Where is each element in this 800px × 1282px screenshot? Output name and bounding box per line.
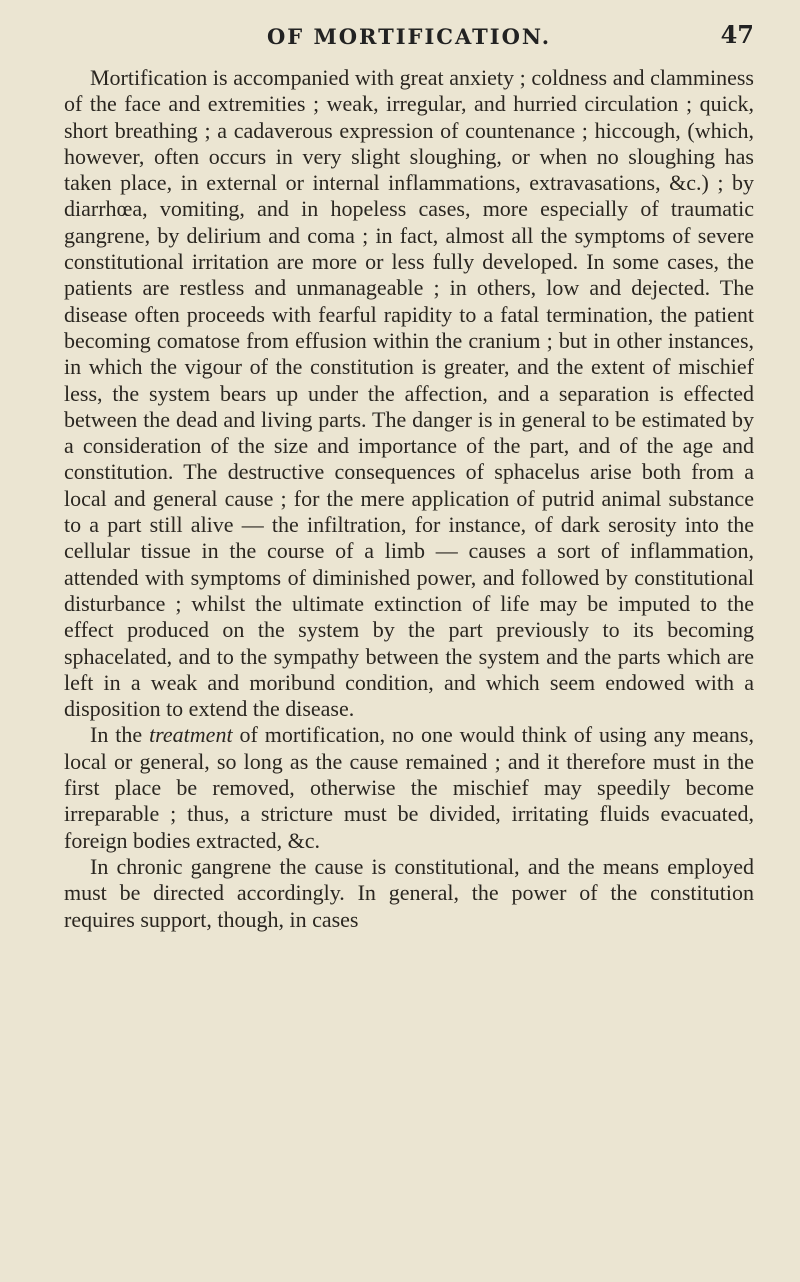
body-text [64,65,754,933]
paragraph-treatment [64,722,754,853]
running-title: OF MORTIFICATION. [266,24,552,49]
running-head [64,18,754,52]
paragraph-treatment-rest: of mortification, no one would think of using any means, local or general, so long as the cause remained ; and it therefore must in the first place be removed, otherwise the mischief may speedily become irreparable ; thus, a stricture must be divided, irritating fluids evacuated, foreign bodies extracted, &c. [64,722,754,853]
paragraph-symptoms: Mortification is accompanied with great anxiety ; coldness and clamminess of the face and extremities ; weak, irregular, and hurried circulation ; quick, short breathing ; a cadaverous expression of countenance ; hiccough, (which, however, often occurs in very slight sloughing, or when no sloughing has taken place, in external or internal inflammations, extravasations, &c.) ; by diarrhœa, vomiting, and in hopeless cases, more especially of traumatic gangrene, by delirium and coma ; in fact, almost all the symptoms of severe constitutional irritation are more or less fully developed. In some cases, the patients are restless and unmanageable ; in others, low and dejected. The disease often proceeds with fearful rapidity to a fatal termination, the patient becoming comatose from effusion within the cranium ; but in other instances, in which the vigour of the constitution is greater, and the extent of mischief less, the system bears up under the affection, and a separation is effected between the dead and living parts. The danger is in general to be estimated by a consideration of the size and importance of the part, and of the age and constitution. The destructive consequences of sphacelus arise both from a local and general cause ; for the mere application of putrid animal substance to a part still alive — the infiltration, for instance, of dark serosity into the cellular tissue in the course of a limb — causes a sort of inflammation, attended with symptoms of diminished power, and followed by constitutional disturbance ; whilst the ultimate extinction of life may be imputed to the effect produced on the system by the part previously to its becoming sphacelated, and to the sympathy between the system and the parts which are left in a weak and moribund condition, and which seem endowed with a disposition to extend the disease. [64,65,754,722]
paragraph-treatment-lead: In the [90,722,150,748]
page-number: 47 [720,20,754,49]
paragraph-chronic-gangrene: In chronic gangrene the cause is constitutional, and the means employed must be directed accordingly. In general, the power of the constitution requires support, though, in cases [64,853,754,932]
treatment-emphasis: treatment [149,722,233,748]
